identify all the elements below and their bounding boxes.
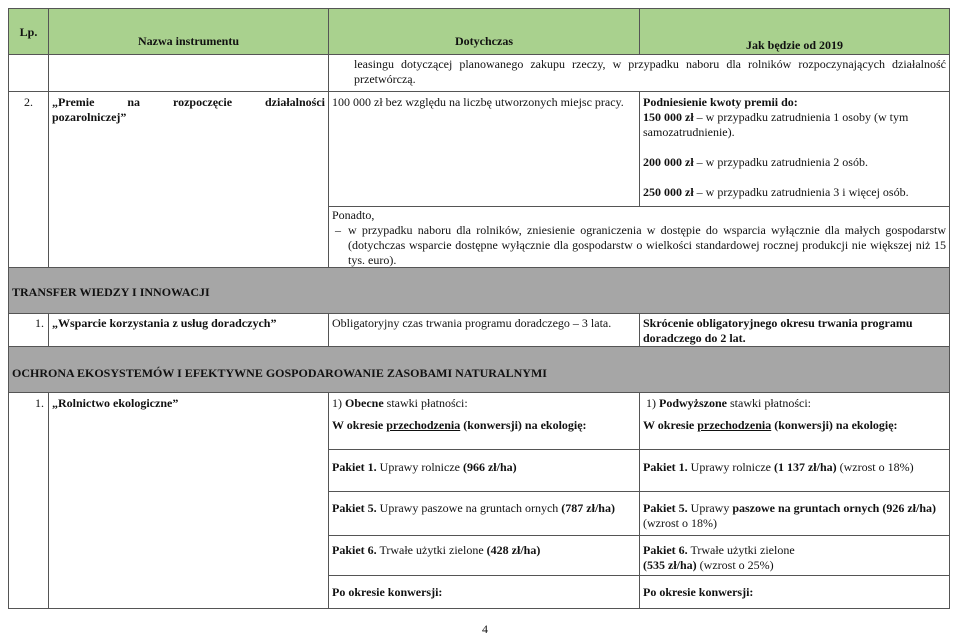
premie-future [639,91,950,207]
premie-amount-2-value: 200 000 zł [643,155,694,169]
eko-future-period [643,418,946,433]
header-name-text: Nazwa instrumentu [138,34,239,48]
doradcze-current [328,313,640,347]
pak6-cur-text: Trwałe użytki zielone [376,543,487,557]
section-ochrona-title: OCHRONA EKOSYSTEMÓW I EFEKTYWNE GOSPODAROWANIE ZASOBAMI NATURALNYMI [12,366,547,380]
period-b-future: przechodzenia [697,418,772,432]
pak1-cur-rate: (966 zł/ha) [462,460,517,474]
period-a-future: W okresie [643,418,698,432]
pak5-fut-rate: (926 zł/ha) [879,501,937,515]
pak6-fut-increase: (wzrost o 25%) [696,558,774,572]
premie-amount-3-value: 250 000 zł [643,185,694,199]
pak1-fut-text: Uprawy rolnicze [687,460,774,474]
eko-current-rest: stawki płatności: [383,396,468,410]
premie-amount-2 [643,155,946,170]
eko-current-after [328,575,640,609]
pak5-fut-increase: (wzrost o 18%) [643,516,717,530]
pak1-fut-rate: (1 137 zł/ha) [773,460,837,474]
doradcze-lp-text: 1. [35,316,44,330]
premie-name-line2: pozarolniczej” [52,110,127,124]
pak5-cur-text: Uprawy paszowe na gruntach ornych [376,501,562,515]
pak1-label: Pakiet 1. [332,460,377,474]
section-ochrona [8,346,950,393]
pak6-cur-rate: (428 zł/ha) [486,543,541,557]
doradcze-name-text: „Wsparcie korzystania z usług doradczych” [52,316,277,330]
premie-amount-3-text: – w przypadku zatrudnienia 3 i więcej osób. [693,185,909,199]
eko-future-after [639,575,950,609]
header-future [639,8,950,55]
premie-extra [328,206,950,268]
premie-amount-2-text: – w przypadku zatrudnienia 2 osób. [693,155,868,169]
premie-current-text: 100 000 zł bez względu na liczbę utworzonych miejsc pracy. [332,95,624,109]
period-c-future: (konwersji) na ekologię: [771,418,898,432]
pak5-label: Pakiet 5. [332,501,377,515]
eko-future-after-text: Po okresie konwersji: [643,585,754,599]
cont-name [48,54,329,92]
cont-text: leasingu dotyczącej planowanego zakupu rzeczy, w przypadku naboru dla rolników rozpoczynających działalność przetwórczą. [354,57,946,86]
header-current-text: Dotychczas [455,34,513,48]
cont-text-cell [328,54,950,92]
premie-extra-bullet: w przypadku naboru dla rolników, zniesienie ograniczenia w dostępie do wsparcia wyłącznie dla małych gospodarstw (dotychczas wsparcie dostępne wyłącznie dla gospodarstw o wielkości standardowej rocznej produkcji nie większej niż 15 tys. euro). [348,223,946,267]
eko-lp [8,392,49,609]
pak6-fut-rate: (535 zł/ha) [643,558,697,572]
pak5-fut-text1: Uprawy [687,501,733,515]
eko-current-period [332,418,636,433]
doradcze-name [48,313,329,347]
eko-lp-text: 1. [35,396,44,410]
premie-amount-3 [643,185,946,200]
period-a: W okresie [332,418,387,432]
section-transfer [8,267,950,314]
header-lp-text: Lp. [19,25,38,39]
eko-future-pak5 [639,491,950,536]
premie-amount-1-text: – w przypadku zatrudnienia 1 osoby (w tym samozatrudnienie). [643,110,909,139]
pak1-cur-text: Uprawy rolnicze [376,460,463,474]
premie-name [48,91,329,268]
period-c: (konwersji) na ekologię: [460,418,587,432]
eko-name-text: „Rolnictwo ekologiczne” [52,396,179,410]
eko-future-intro [639,392,950,450]
eko-current-pak1 [328,449,640,492]
header-future-text: Jak będzie od 2019 [745,38,843,52]
section-transfer-title: TRANSFER WIEDZY I INNOWACJI [12,285,210,299]
dash-bullet-icon: – [335,223,341,237]
doradcze-lp [8,313,49,347]
pak5-cur-rate: (787 zł/ha) [561,501,615,515]
pak6-label: Pakiet 6. [332,543,377,557]
eko-current-number: 1) [332,396,345,410]
eko-current-intro [328,392,640,450]
period-b: przechodzenia [386,418,461,432]
pak5-fut-text2: paszowe na gruntach ornych [732,501,880,515]
eko-name [48,392,329,609]
doradcze-current-text: Obligatoryjny czas trwania programu doradczego – 3 lata. [332,316,612,330]
premie-name-line1: „Premie na rozpoczęcie działalności [52,95,325,109]
premie-current [328,91,640,207]
eko-current-pak6 [328,535,640,576]
doradcze-future [639,313,950,347]
cont-lp [8,54,49,92]
premie-lp [8,91,49,268]
eko-current-word: Obecne [345,396,384,410]
pak5-label-future: Pakiet 5. [643,501,688,515]
header-lp [8,8,49,55]
premie-amount-1 [643,110,946,140]
premie-lp-text: 2. [24,95,33,109]
pak1-label-future: Pakiet 1. [643,460,688,474]
pak1-fut-increase: (wzrost o 18%) [836,460,914,474]
doradcze-future-text: Skrócenie obligatoryjnego okresu trwania programu doradczego do 2 lat. [643,316,913,345]
eko-future-pak6 [639,535,950,576]
premie-extra-intro: Ponadto, [332,208,375,222]
premie-amount-1-value: 150 000 zł [643,110,694,124]
header-name [48,8,329,55]
eko-current-pak5 [328,491,640,536]
eko-future-word: Podwyższone [659,396,727,410]
eko-current-after-text: Po okresie konwersji: [332,585,443,599]
eko-current-rates-label [332,396,636,411]
eko-future-rates-label [646,396,946,411]
header-current [328,8,640,55]
pak6-label-future: Pakiet 6. [643,543,688,557]
eko-future-rest: stawki płatności: [727,396,811,410]
eko-future-number: 1) [646,396,659,410]
page-number: 4 [482,622,488,636]
pak6-fut-text: Trwałe użytki zielone [687,543,795,557]
eko-future-pak1 [639,449,950,492]
premie-future-head: Podniesienie kwoty premii do: [643,95,798,109]
